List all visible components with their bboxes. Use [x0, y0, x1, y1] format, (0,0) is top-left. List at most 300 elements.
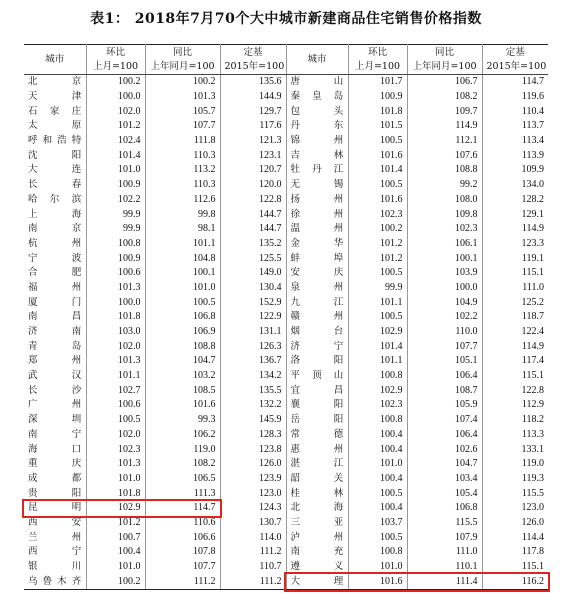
- left-yoy-value: 99.8: [145, 207, 220, 222]
- right-city-name: 常德: [286, 428, 348, 443]
- left-fixed-value: 130.4: [220, 281, 286, 296]
- right-city-name: 无锡: [286, 178, 348, 193]
- table-row: [24, 207, 548, 222]
- right-yoy-value: 108.7: [407, 383, 482, 398]
- right-yoy-value: 105.1: [407, 354, 482, 369]
- right-fixed-value: 117.8: [521, 546, 544, 558]
- right-fixed-value: 122.8: [521, 384, 544, 396]
- right-city-name: 泸州: [286, 530, 348, 545]
- right-fixed-value: 118.2: [521, 414, 544, 426]
- right-mom-value: 100.8: [348, 413, 407, 428]
- right-mom-value: 101.6: [348, 574, 407, 589]
- right-mom-value: 101.1: [348, 354, 407, 369]
- left-city-name: 贵阳: [24, 486, 86, 501]
- right-mom-value: 100.4: [348, 428, 407, 443]
- right-mom-value: 100.9: [348, 90, 407, 105]
- right-fixed-value: 115.1: [521, 370, 544, 382]
- left-fixed-value: 122.8: [220, 193, 286, 208]
- right-city-name: 徐州: [286, 207, 348, 222]
- header-mom-base: 上月=100: [86, 60, 145, 75]
- left-mom-value: 99.9: [86, 222, 145, 237]
- left-mom-value: 101.3: [86, 354, 145, 369]
- right-yoy-value: 107.9: [407, 530, 482, 545]
- left-fixed-value: 132.2: [220, 398, 286, 413]
- left-city-name: 厦门: [24, 295, 86, 310]
- right-mom-value: 101.4: [348, 163, 407, 178]
- right-yoy-value: 106.1: [407, 237, 482, 252]
- left-mom-value: 100.9: [86, 251, 145, 266]
- right-fixed-value: 119.0: [521, 458, 544, 470]
- right-fixed-value: 113.7: [521, 120, 544, 132]
- header-fixed: 定基: [482, 45, 548, 61]
- header-yoy-base: 上年同月=100: [145, 60, 220, 75]
- right-mom-value: 101.4: [348, 339, 407, 354]
- right-yoy-value: 103.9: [407, 266, 482, 281]
- left-city-name: 广州: [24, 398, 86, 413]
- right-fixed-value: 129.1: [521, 208, 544, 220]
- right-yoy-value: 110.0: [407, 325, 482, 340]
- table-row: [24, 222, 548, 237]
- right-yoy-value: 111.0: [407, 545, 482, 560]
- left-fixed-value: 136.7: [220, 354, 286, 369]
- left-fixed-value: 120.7: [220, 163, 286, 178]
- left-mom-value: 100.6: [86, 266, 145, 281]
- right-city-name: 湛江: [286, 457, 348, 472]
- left-yoy-value: 106.5: [145, 472, 220, 487]
- table-header: [24, 45, 548, 75]
- left-city-name: 济南: [24, 325, 86, 340]
- right-mom-value: 102.3: [348, 207, 407, 222]
- table-row: [24, 472, 548, 487]
- left-mom-value: 99.9: [86, 207, 145, 222]
- left-city-name: 呼和浩特: [24, 134, 86, 149]
- right-city-name: 襄阳: [286, 398, 348, 413]
- left-yoy-value: 104.8: [145, 251, 220, 266]
- right-yoy-value: 106.7: [407, 75, 482, 90]
- left-yoy-value: 114.7: [145, 501, 220, 516]
- header-yoy: 同比: [407, 45, 482, 61]
- left-city-name: 杭州: [24, 237, 86, 252]
- right-mom-value: 101.2: [348, 237, 407, 252]
- right-mom-value: 100.4: [348, 501, 407, 516]
- left-yoy-value: 106.8: [145, 310, 220, 325]
- left-fixed-value: 114.0: [220, 530, 286, 545]
- right-fixed-value: 109.9: [521, 164, 544, 176]
- left-fixed-value: 144.7: [220, 207, 286, 222]
- left-mom-value: 100.7: [86, 530, 145, 545]
- table-row: [24, 398, 548, 413]
- header-yoy-base: 上年同月=100: [407, 60, 482, 75]
- right-mom-value: 101.8: [348, 104, 407, 119]
- table-row: [24, 281, 548, 296]
- left-mom-value: 102.7: [86, 383, 145, 398]
- right-yoy-value: 99.2: [407, 178, 482, 193]
- left-yoy-value: 105.7: [145, 104, 220, 119]
- left-mom-value: 100.0: [86, 90, 145, 105]
- left-city-name: 长沙: [24, 383, 86, 398]
- right-fixed-value: 111.0: [522, 281, 544, 293]
- left-yoy-value: 106.2: [145, 428, 220, 443]
- left-yoy-value: 108.5: [145, 383, 220, 398]
- left-mom-value: 100.2: [86, 574, 145, 589]
- left-yoy-value: 110.3: [145, 148, 220, 163]
- header-city: 城市: [286, 45, 348, 75]
- left-mom-value: 101.1: [86, 369, 145, 384]
- left-yoy-value: 119.0: [145, 442, 220, 457]
- right-fixed-value: 115.1: [521, 267, 544, 279]
- table-row: [24, 369, 548, 384]
- table-row: [24, 310, 548, 325]
- table-row: [24, 193, 548, 208]
- right-yoy-value: 112.1: [407, 134, 482, 149]
- left-mom-value: 100.9: [86, 178, 145, 193]
- left-mom-value: 100.2: [86, 75, 145, 90]
- left-yoy-value: 106.9: [145, 325, 220, 340]
- right-fixed-value: 119.6: [521, 91, 544, 103]
- left-city-name: 合肥: [24, 266, 86, 281]
- right-yoy-value: 104.9: [407, 295, 482, 310]
- table-row: [24, 545, 548, 560]
- left-yoy-value: 99.3: [145, 413, 220, 428]
- left-yoy-value: 108.2: [145, 457, 220, 472]
- left-yoy-value: 101.1: [145, 237, 220, 252]
- right-city-name: 惠州: [286, 442, 348, 457]
- table-row: [24, 295, 548, 310]
- left-mom-value: 100.0: [86, 295, 145, 310]
- table-row: [24, 90, 548, 105]
- table-row: [24, 486, 548, 501]
- price-index-table: [24, 44, 548, 590]
- right-city-name: 金华: [286, 237, 348, 252]
- right-yoy-value: 107.7: [407, 339, 482, 354]
- table-row: [24, 413, 548, 428]
- right-yoy-value: 102.2: [407, 310, 482, 325]
- right-city-name: 锦州: [286, 134, 348, 149]
- table-row: [24, 516, 548, 531]
- right-yoy-value: 105.4: [407, 486, 482, 501]
- right-fixed-value: 113.3: [521, 428, 544, 440]
- left-fixed-value: 149.0: [220, 266, 286, 281]
- right-mom-value: 100.5: [348, 530, 407, 545]
- left-fixed-value: 135.2: [220, 237, 286, 252]
- right-city-name: 韶关: [286, 472, 348, 487]
- left-mom-value: 102.0: [86, 428, 145, 443]
- left-mom-value: 102.2: [86, 193, 145, 208]
- table-body: [24, 75, 548, 590]
- left-fixed-value: 144.7: [220, 222, 286, 237]
- left-city-name: 南宁: [24, 428, 86, 443]
- header-fixed: 定基: [220, 45, 286, 61]
- right-city-name: 秦皇岛: [286, 90, 348, 105]
- left-mom-value: 102.4: [86, 134, 145, 149]
- right-fixed-value: 123.3: [521, 237, 544, 249]
- table-row: [24, 119, 548, 134]
- right-mom-value: 99.9: [348, 281, 407, 296]
- left-fixed-value: 124.3: [220, 501, 286, 516]
- left-mom-value: 102.0: [86, 104, 145, 119]
- left-yoy-value: 104.7: [145, 354, 220, 369]
- left-yoy-value: 111.8: [145, 134, 220, 149]
- left-city-name: 宁波: [24, 251, 86, 266]
- table-row: [24, 148, 548, 163]
- table-row: [24, 501, 548, 516]
- table-row: [24, 574, 548, 589]
- right-mom-value: 101.5: [348, 119, 407, 134]
- right-mom-value: 100.8: [348, 369, 407, 384]
- right-fixed-value: 115.5: [521, 487, 544, 499]
- header-fixed-base: 2015年=100: [220, 60, 286, 75]
- left-yoy-value: 112.6: [145, 193, 220, 208]
- left-fixed-value: 123.0: [220, 486, 286, 501]
- left-fixed-value: 145.9: [220, 413, 286, 428]
- table-row: [24, 163, 548, 178]
- right-city-name: 大理: [286, 574, 348, 589]
- left-mom-value: 100.4: [86, 545, 145, 560]
- right-mom-value: 103.7: [348, 516, 407, 531]
- left-fixed-value: 111.2: [220, 545, 286, 560]
- right-city-name: 济宁: [286, 339, 348, 354]
- right-mom-value: 101.6: [348, 148, 407, 163]
- left-city-name: 乌鲁木齐: [24, 574, 86, 589]
- right-fixed-value: 113.9: [521, 149, 544, 161]
- right-city-name: 北海: [286, 501, 348, 516]
- right-mom-value: 102.9: [348, 383, 407, 398]
- left-yoy-value: 110.6: [145, 516, 220, 531]
- left-yoy-value: 113.2: [145, 163, 220, 178]
- left-city-name: 青岛: [24, 339, 86, 354]
- left-yoy-value: 101.6: [145, 398, 220, 413]
- right-mom-value: 100.5: [348, 178, 407, 193]
- right-fixed-value: 125.2: [521, 296, 544, 308]
- right-city-name: 泉州: [286, 281, 348, 296]
- left-city-name: 南昌: [24, 310, 86, 325]
- left-mom-value: 103.0: [86, 325, 145, 340]
- left-mom-value: 102.3: [86, 442, 145, 457]
- left-yoy-value: 101.0: [145, 281, 220, 296]
- right-fixed-value: 134.0: [521, 179, 544, 191]
- right-yoy-value: 104.7: [407, 457, 482, 472]
- left-mom-value: 101.4: [86, 148, 145, 163]
- right-fixed-value: 114.7: [521, 76, 544, 88]
- right-mom-value: 100.4: [348, 472, 407, 487]
- left-fixed-value: 123.8: [220, 442, 286, 457]
- right-city-name: 唐山: [286, 75, 348, 90]
- left-city-name: 天津: [24, 90, 86, 105]
- table-row: [24, 457, 548, 472]
- left-city-name: 大连: [24, 163, 86, 178]
- right-city-name: 温州: [286, 222, 348, 237]
- right-mom-value: 100.8: [348, 545, 407, 560]
- right-fixed-value: 128.2: [521, 193, 544, 205]
- right-yoy-value: 106.4: [407, 428, 482, 443]
- left-fixed-value: 130.7: [220, 516, 286, 531]
- left-mom-value: 100.6: [86, 398, 145, 413]
- right-yoy-value: 108.2: [407, 90, 482, 105]
- header-mom: 环比: [348, 45, 407, 61]
- left-fixed-value: 134.2: [220, 369, 286, 384]
- right-mom-value: 102.3: [348, 398, 407, 413]
- left-mom-value: 101.8: [86, 310, 145, 325]
- right-fixed-value: 110.4: [521, 105, 544, 117]
- right-yoy-value: 110.1: [407, 560, 482, 575]
- right-city-name: 包头: [286, 104, 348, 119]
- right-city-name: 南充: [286, 545, 348, 560]
- right-fixed-value: 113.4: [521, 135, 544, 147]
- left-mom-value: 101.3: [86, 281, 145, 296]
- table-row: [24, 134, 548, 149]
- right-city-name: 扬州: [286, 193, 348, 208]
- table-row: [24, 266, 548, 281]
- left-yoy-value: 100.1: [145, 266, 220, 281]
- table-row: [24, 560, 548, 575]
- right-mom-value: 101.0: [348, 457, 407, 472]
- right-mom-value: 101.7: [348, 75, 407, 90]
- left-city-name: 太原: [24, 119, 86, 134]
- right-city-name: 丹东: [286, 119, 348, 134]
- right-mom-value: 102.9: [348, 325, 407, 340]
- left-mom-value: 101.8: [86, 486, 145, 501]
- right-fixed-value: 114.9: [521, 340, 544, 352]
- table-row: [24, 530, 548, 545]
- left-city-name: 长春: [24, 178, 86, 193]
- right-yoy-value: 109.8: [407, 207, 482, 222]
- left-fixed-value: 121.3: [220, 134, 286, 149]
- right-city-name: 九江: [286, 295, 348, 310]
- left-mom-value: 101.3: [86, 457, 145, 472]
- left-fixed-value: 122.9: [220, 310, 286, 325]
- left-yoy-value: 111.2: [145, 574, 220, 589]
- right-yoy-value: 108.8: [407, 163, 482, 178]
- right-yoy-value: 103.4: [407, 472, 482, 487]
- left-city-name: 福州: [24, 281, 86, 296]
- right-yoy-value: 107.6: [407, 148, 482, 163]
- left-yoy-value: 106.6: [145, 530, 220, 545]
- left-yoy-value: 101.3: [145, 90, 220, 105]
- left-yoy-value: 107.7: [145, 119, 220, 134]
- right-city-name: 赣州: [286, 310, 348, 325]
- left-yoy-value: 108.8: [145, 339, 220, 354]
- left-mom-value: 102.9: [86, 501, 145, 516]
- left-yoy-value: 100.2: [145, 75, 220, 90]
- header-yoy: 同比: [145, 45, 220, 61]
- left-fixed-value: 144.9: [220, 90, 286, 105]
- left-yoy-value: 110.3: [145, 178, 220, 193]
- right-yoy-value: 114.9: [407, 119, 482, 134]
- left-mom-value: 101.2: [86, 516, 145, 531]
- right-yoy-value: 108.0: [407, 193, 482, 208]
- left-fixed-value: 128.3: [220, 428, 286, 443]
- right-city-name: 桂林: [286, 486, 348, 501]
- right-fixed-value: 122.4: [521, 326, 544, 338]
- left-city-name: 银川: [24, 560, 86, 575]
- right-mom-value: 100.5: [348, 310, 407, 325]
- right-fixed-value: 126.0: [521, 516, 544, 528]
- right-city-name: 洛阳: [286, 354, 348, 369]
- right-city-name: 牡丹江: [286, 163, 348, 178]
- right-city-name: 平顶山: [286, 369, 348, 384]
- right-fixed-value: 123.0: [521, 502, 544, 514]
- left-yoy-value: 107.7: [145, 560, 220, 575]
- table-row: [24, 178, 548, 193]
- right-yoy-value: 102.6: [407, 442, 482, 457]
- right-yoy-value: 115.5: [407, 516, 482, 531]
- left-city-name: 西宁: [24, 545, 86, 560]
- left-city-name: 深圳: [24, 413, 86, 428]
- right-yoy-value: 111.4: [407, 574, 482, 589]
- left-fixed-value: 123.1: [220, 148, 286, 163]
- table-row: [24, 104, 548, 119]
- left-yoy-value: 103.2: [145, 369, 220, 384]
- right-fixed-value: 115.1: [521, 561, 544, 573]
- left-mom-value: 100.8: [86, 237, 145, 252]
- table-row: [24, 383, 548, 398]
- right-fixed-value: 114.4: [521, 531, 544, 543]
- right-fixed-value: 118.7: [521, 311, 544, 323]
- left-city-name: 石家庄: [24, 104, 86, 119]
- right-yoy-value: 102.3: [407, 222, 482, 237]
- right-fixed-value: 119.3: [521, 472, 544, 484]
- left-mom-value: 101.0: [86, 560, 145, 575]
- left-fixed-value: 117.6: [220, 119, 286, 134]
- right-city-name: 宜昌: [286, 383, 348, 398]
- left-city-name: 成都: [24, 472, 86, 487]
- left-fixed-value: 135.6: [220, 75, 286, 90]
- right-mom-value: 100.2: [348, 222, 407, 237]
- right-fixed-value: 133.1: [521, 443, 544, 455]
- right-mom-value: 100.5: [348, 134, 407, 149]
- table-title: 表1： 2018年7月70个大中城市新建商品住宅销售价格指数: [90, 11, 482, 27]
- left-fixed-value: 126.3: [220, 339, 286, 354]
- left-fixed-value: 129.7: [220, 104, 286, 119]
- left-city-name: 重庆: [24, 457, 86, 472]
- right-fixed-value: 117.4: [521, 355, 544, 367]
- left-fixed-value: 152.9: [220, 295, 286, 310]
- left-city-name: 西安: [24, 516, 86, 531]
- left-city-name: 海口: [24, 442, 86, 457]
- left-city-name: 北京: [24, 75, 86, 90]
- left-fixed-value: 126.0: [220, 457, 286, 472]
- right-city-name: 三亚: [286, 516, 348, 531]
- table-row: [24, 428, 548, 443]
- right-yoy-value: 107.4: [407, 413, 482, 428]
- right-city-name: 遵义: [286, 560, 348, 575]
- left-city-name: 郑州: [24, 354, 86, 369]
- left-city-name: 哈尔滨: [24, 193, 86, 208]
- right-yoy-value: 105.9: [407, 398, 482, 413]
- right-yoy-value: 100.1: [407, 251, 482, 266]
- left-city-name: 兰州: [24, 530, 86, 545]
- header-mom: 环比: [86, 45, 145, 61]
- table-row: [24, 325, 548, 340]
- right-city-name: 吉林: [286, 148, 348, 163]
- left-fixed-value: 131.1: [220, 325, 286, 340]
- right-city-name: 岳阳: [286, 413, 348, 428]
- table-row: [24, 237, 548, 252]
- left-yoy-value: 107.8: [145, 545, 220, 560]
- right-mom-value: 101.2: [348, 251, 407, 266]
- header-fixed-base: 2015年=100: [482, 60, 548, 75]
- left-fixed-value: 123.9: [220, 472, 286, 487]
- left-fixed-value: 110.7: [220, 560, 286, 575]
- right-yoy-value: 106.4: [407, 369, 482, 384]
- right-fixed-value: 116.2: [482, 574, 548, 589]
- table-row: [24, 339, 548, 354]
- table-row: [24, 251, 548, 266]
- right-yoy-value: 109.7: [407, 104, 482, 119]
- left-fixed-value: 125.5: [220, 251, 286, 266]
- right-mom-value: 101.0: [348, 560, 407, 575]
- left-yoy-value: 98.1: [145, 222, 220, 237]
